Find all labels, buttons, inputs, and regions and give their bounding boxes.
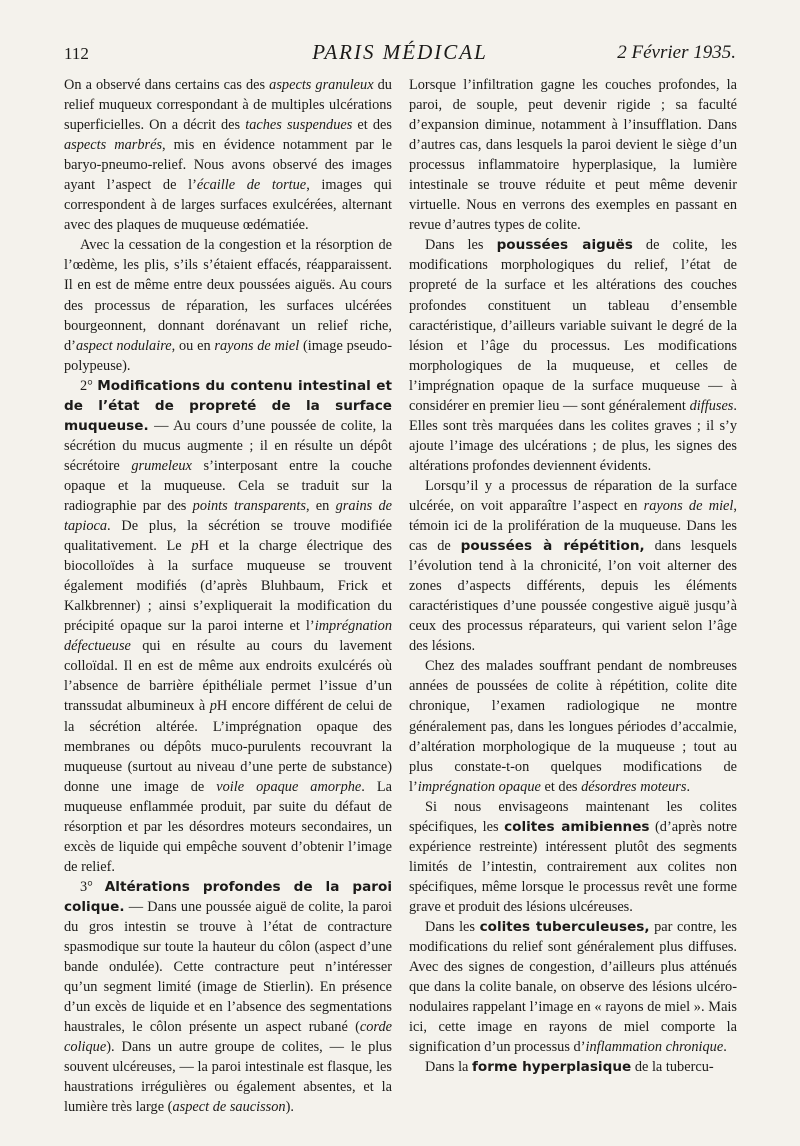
text-run: et des (540, 778, 582, 795)
journal-title: PARIS MÉDICAL (312, 40, 488, 64)
issue-date: 2 Février 1935. (617, 42, 736, 63)
text-run: . Elles sont très marquées dans les colites graves ; il s’y ajoute l’image des ulcérations ; de plus, les signes des altérations profondes deviennent évidents. (409, 397, 737, 474)
text-run: . (686, 778, 691, 795)
text-run: (image pseudo-polypeuse). (64, 337, 393, 374)
bold-run: colites amibiennes (504, 818, 650, 835)
paragraph (64, 376, 392, 877)
bold-run: Altérations profondes de la paroi colique. (64, 878, 392, 915)
text-run: , images qui correspondent à de larges surfaces exulcérées, alternant avec des plaques de muqueuse œdématiée. (64, 177, 393, 234)
text-run: H encore différent de celui de la sécrétion altérée. L’imprégnation opaque des membranes ou dépôts muco-purulents recouvrant la muqueuse (surtout au niveau d’une perte de substance) donne une image de (64, 698, 392, 795)
text-run: ). Dans un autre groupe de colites, — le plus souvent ulcéreuses, — la paroi intestinale est flasque, les haustrations irrégulières ou également absentes, et la lumière très large ( (64, 1039, 392, 1116)
text-run: — Au cours d’une poussée de colite, la sécrétion du mucus augmente ; il en résulte un dépôt sécrétoire (64, 417, 392, 474)
text-run: Avec la cessation de la congestion et la résorption de l’œdème, les plis, s’ils s’étaient effacés, réapparaissent. Il en est de même entre deux poussées aiguës. Au cours des processus de réparation, les surfaces ulcérées bourgeonnent, donnant dorénavant un relief riche, d’ (64, 237, 392, 354)
text-run: H et la charge électrique des biocolloïdes à la surface muqueuse se trouvent également modifiés (d’après Bluhbaum, Frick et Kalkbrenner) ; ainsi s’expliquerait la modification du précipité opaque sur la paroi interne et l’ (64, 538, 392, 635)
bold-run: forme hyperplasique (472, 1059, 632, 1076)
italic-run: points transparents (192, 497, 306, 514)
italic-run: grains de tapioca (64, 497, 393, 535)
italic-run: imprégnation opaque (417, 778, 541, 795)
bold-run: colites tuberculeuses, (479, 918, 650, 935)
text-run: Dans la (425, 1059, 473, 1076)
text-run: Chez des malades souffrant pendant de nombreuses années de poussées de colite à répétition, colite dite chronique, l’examen radiologique ne montre généralement pas, dans les longues périodes d’accalmie, d’altération morphologique de la muqueuse ; tout au plus constate-t-on quelques modifications de l’ (409, 658, 737, 795)
text-run: , mis en évidence notamment par le baryo-pneumo-relief. Nous avons observé des images ayant l’aspect de l’ (64, 137, 392, 194)
paragraph (64, 75, 392, 235)
text-run: . (723, 1039, 727, 1056)
italic-run: p (191, 538, 199, 555)
text-run: ). (285, 1099, 294, 1116)
italic-run: corde colique (64, 1019, 392, 1056)
paragraph (409, 917, 737, 1057)
text-run: de la tubercu- (631, 1059, 714, 1076)
bold-run: Modifications du contenu intestinal et de l’état de propreté de la surface muqueuse. (64, 377, 392, 434)
paragraph (409, 656, 737, 796)
page-number: 112 (64, 44, 89, 63)
paragraph (64, 235, 392, 375)
italic-run: rayons de miel (214, 337, 300, 354)
text-run: (d’après notre expérience restreinte) intéressent plutôt des segments limités de l’intestin, contrairement aux colites non spécifiques, même lorsque le processus revêt une forme grave et produit des lésions ulcéreuses. (409, 818, 737, 915)
text-run: de colite, les modifications morphologiques du relief, l’état de propreté de la surface et les altérations des couches profondes constituent un tableau d’ensemble caractéristique, d’ailleurs variable suivant le degré de la lésion et l’âge du processus. Les modifications morphologiques de la muqueuse, et celles de l’imprégnation opaque de la surface muqueuse — à considérer en premier lieu — sont généralement (409, 237, 737, 414)
text-run: dans lesquels l’évolution tend à la chronicité, l’on voit alterner des zones d’aspects différents, depuis les éléments caractéristiques d’une poussée congestive aiguë jusqu’à ceux des processus réparateurs, qui varient selon l’âge des lésions. (409, 538, 737, 655)
text-run: , témoin ici de la prolifération de la muqueuse. Dans les cas de (409, 497, 737, 555)
text-run: . De plus, la sécrétion se trouve modifiée qualitativement. Le (64, 518, 392, 555)
right-column (409, 75, 737, 1077)
italic-run: aspects granuleux (269, 77, 374, 93)
text-run: , en (305, 497, 336, 514)
italic-run: p (209, 698, 217, 715)
italic-run: grumeleux (131, 457, 192, 474)
paragraph (409, 1057, 737, 1077)
italic-run: rayons de miel (643, 497, 734, 514)
text-run: Lorsqu’il y a processus de réparation de la surface ulcérée, on voit apparaître l’aspect en (409, 477, 737, 514)
paragraph (409, 75, 737, 235)
text-run: — Dans une poussée aiguë de colite, la paroi du gros intestin se trouve à l’état de contracture spasmodique sur toute la hauteur du côlon (aspect d’une bande ondulée). Cette contracture peut n’intéresser qu’un segment limité (image de Stierlin). En présence d’un excès de liquide et en l’absence des segmentations haustrales, le côlon présente un aspect rubané ( (64, 898, 392, 1036)
paragraph (409, 797, 737, 917)
italic-run: taches suspendues (245, 117, 353, 134)
italic-run: aspects marbrés (64, 137, 163, 154)
text-run: 2° (80, 377, 98, 394)
italic-run: désordres moteurs (581, 778, 687, 795)
bold-run: poussées à répétition, (460, 538, 645, 555)
text-run: . La muqueuse enflammée produit, par suite du défaut de résorption et par les désordres moteurs secondaires, un excès de liquide qui empêche souvent d’obtenir l’image de relief. (64, 778, 392, 875)
text-run: Si nous envisageons maintenant les colites spécifiques, les (409, 798, 737, 835)
text-run: On a observé dans certains cas des (64, 77, 270, 93)
italic-run: imprégnation défectueuse (64, 618, 392, 655)
italic-run: diffuses (689, 397, 734, 414)
text-run: du relief muqueux correspondant à de multiples ulcérations superficielles. On a décrit des (64, 77, 392, 134)
text-run: s’interposant entre la couche opaque et la muqueuse. Cela se traduit sur la radiographie par des (64, 457, 392, 514)
text-run: Dans les (425, 237, 497, 254)
italic-run: aspect nodulaire (75, 337, 172, 354)
text-run: par contre, les modifications du relief sont généralement plus diffuses. Avec des signes de congestion, d’ailleurs plus atténués que dans la colite banale, on observe des lésions ulcéro-nodulaires rappelant l’image en « rayons de miel ». Mais ici, cette image en rayons de miel comporte la signification d’un processus d’ (409, 918, 737, 1056)
paragraph (64, 877, 392, 1118)
left-column (64, 75, 392, 1117)
italic-run: écaille de tortue (196, 177, 307, 194)
italic-run: voile opaque amorphe (216, 778, 362, 795)
bold-run: poussées aiguës (496, 237, 633, 254)
text-run: Lorsque l’infiltration gagne les couches profondes, la paroi, de souple, peut devenir rigide ; sa faculté d’expansion diminue, notamment à l’insufflation. Dans d’autres cas, dans lesquels la paroi devient le siège d’un processus inflammatoire hyperplasique, la lumière intestinale se trouve réduite et peut même devenir virtuelle. Nous en verrons des exemples en passant en revue d’autres types de colite. (409, 77, 737, 234)
text-run: Dans les (425, 918, 480, 935)
paragraph (409, 235, 737, 476)
text-run: qui en résulte au cours du lavement colloïdal. Il en est de même aux endroits exulcérés où l’absence de barrière épithéliale permet l’issue d’un transsudat albumineux à (64, 638, 392, 715)
italic-run: aspect de saucisson (172, 1099, 286, 1116)
text-run: et des (352, 117, 392, 134)
text-run: 3° (80, 878, 105, 895)
italic-run: inflammation chronique (585, 1039, 724, 1056)
text-run: , ou en (171, 337, 215, 354)
paragraph (409, 476, 737, 656)
page-header (64, 40, 736, 70)
